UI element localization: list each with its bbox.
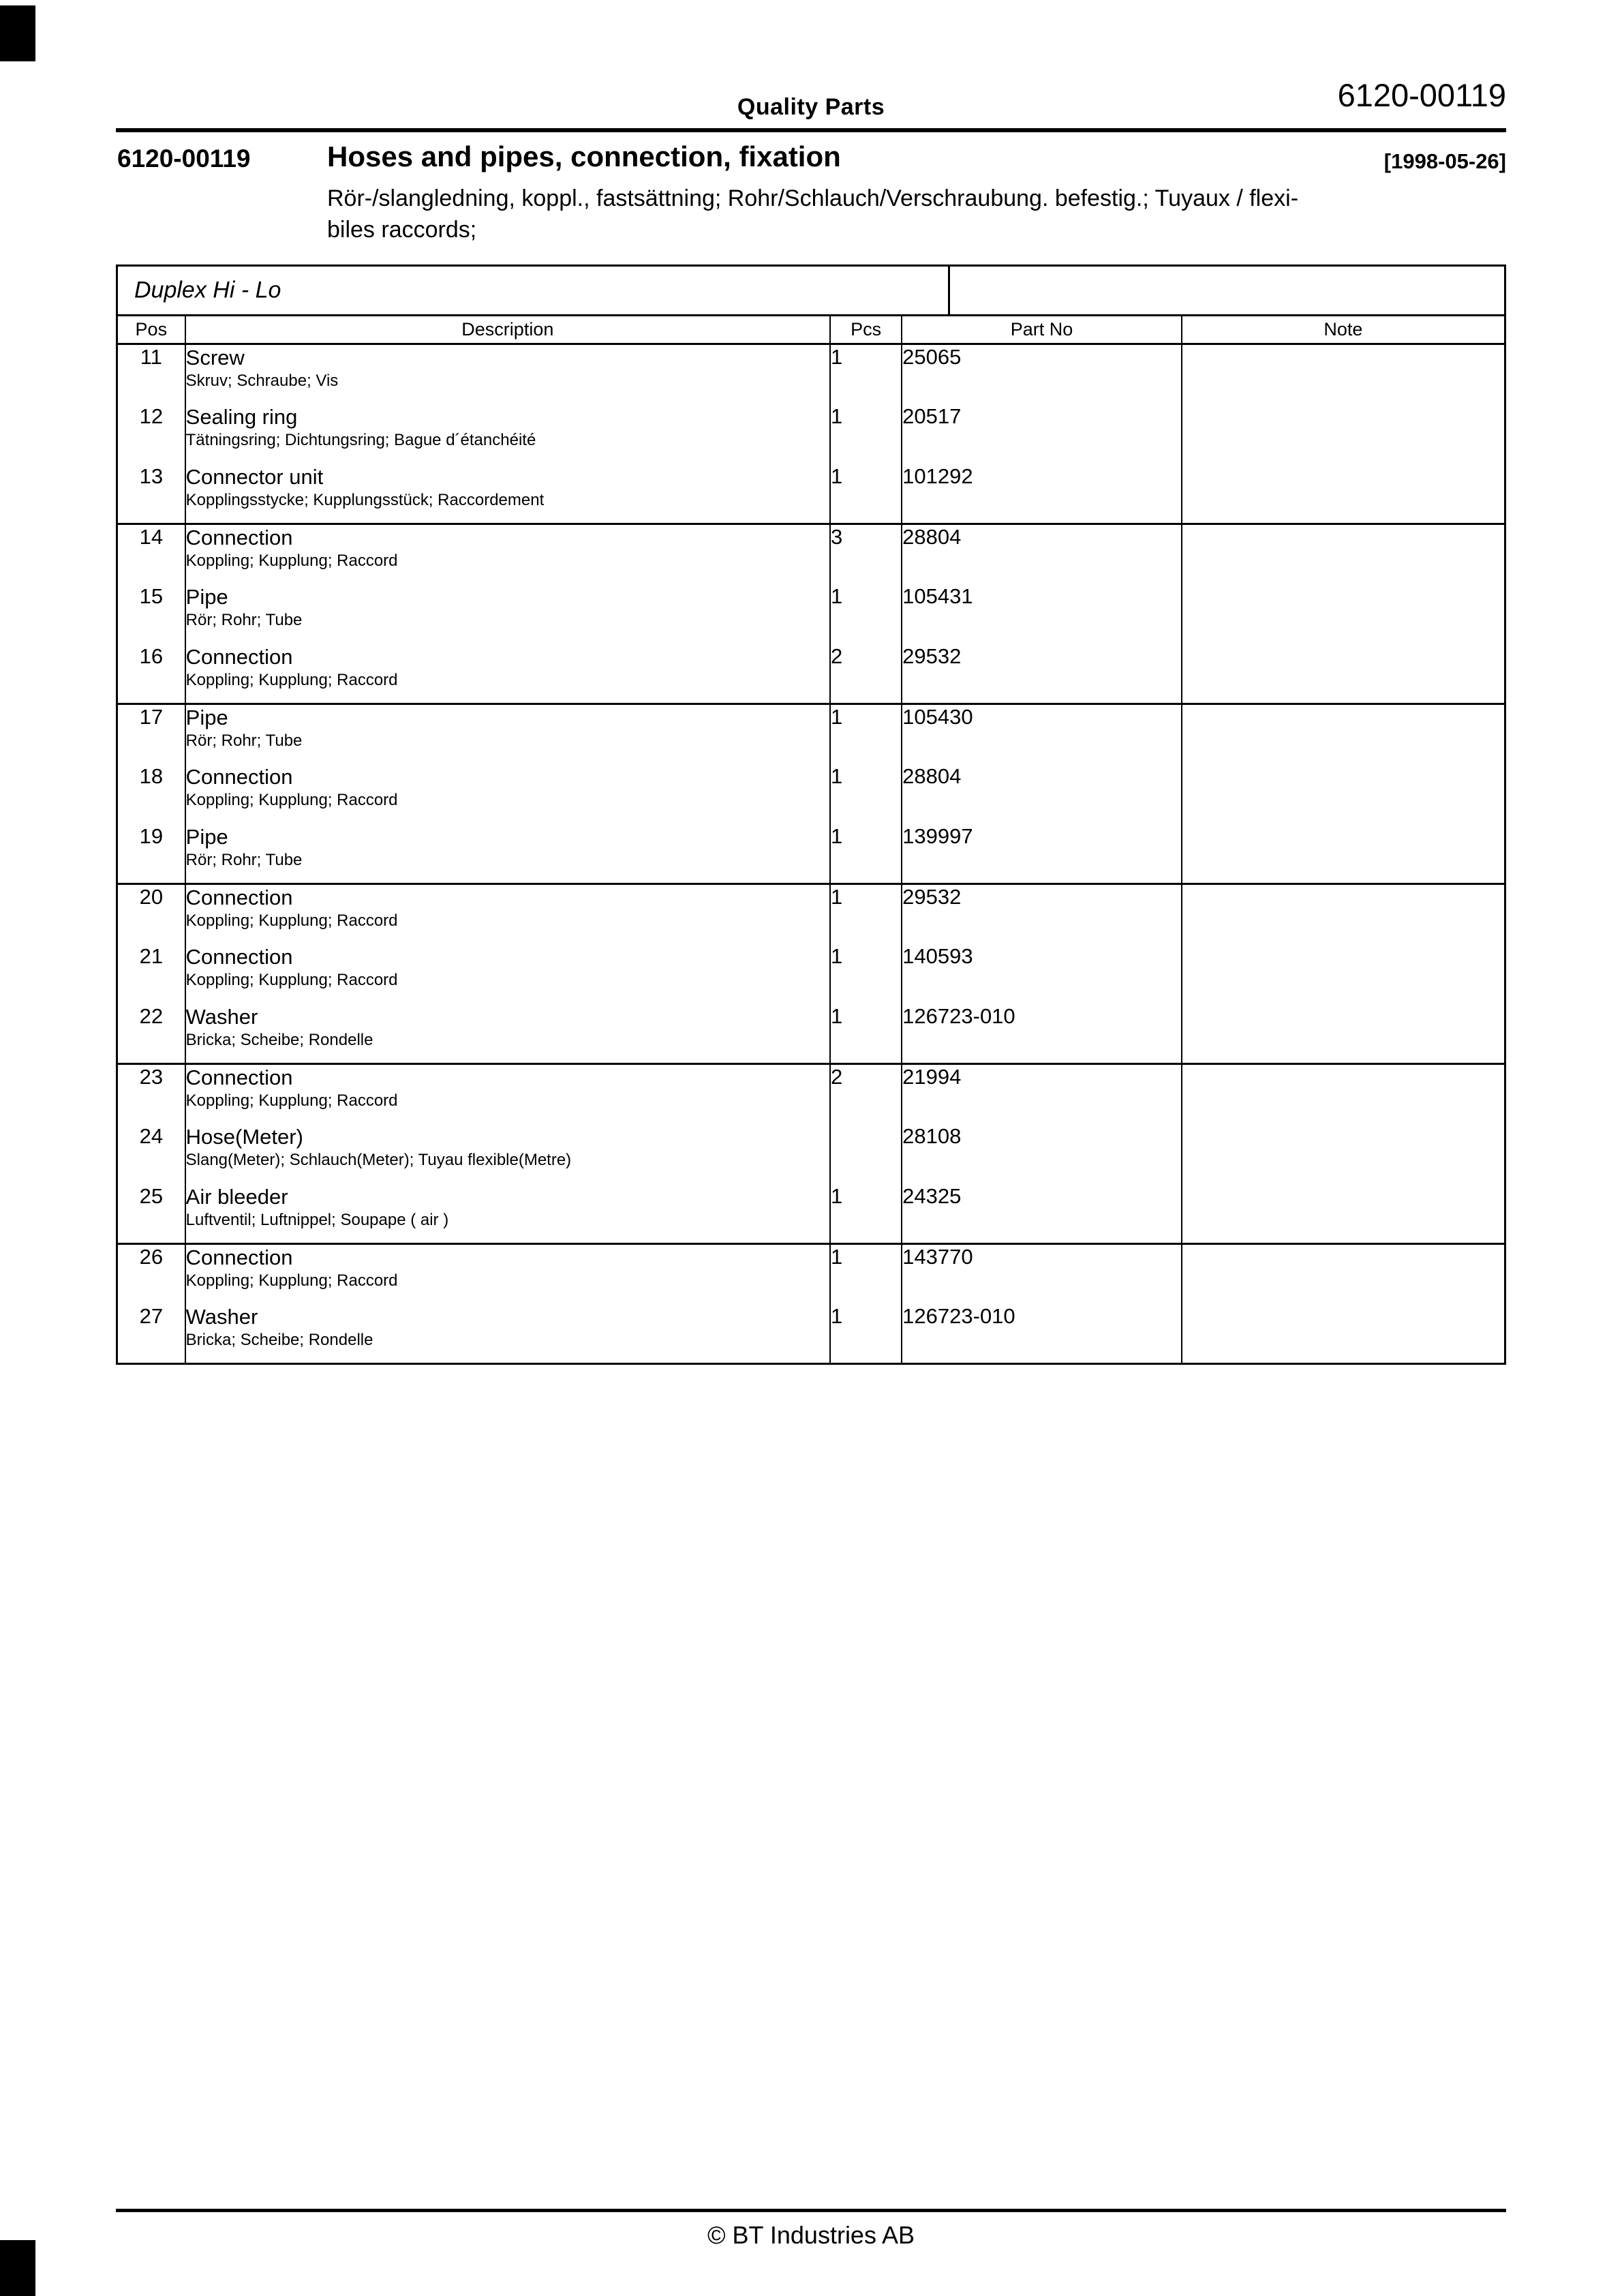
cell-pos: 13 xyxy=(117,464,185,524)
table-row xyxy=(117,524,1505,584)
cell-pcs: 1 xyxy=(830,884,902,944)
cell-description xyxy=(185,344,830,404)
cell-part-no: 143770 xyxy=(902,1244,1182,1304)
cell-pcs xyxy=(830,1124,902,1184)
header-label: Quality Parts xyxy=(737,94,885,120)
table-row xyxy=(117,704,1505,764)
cell-pcs: 1 xyxy=(830,584,902,644)
cell-pos: 11 xyxy=(117,344,185,404)
cell-pos: 21 xyxy=(117,944,185,1004)
revision-date: [1998-05-26] xyxy=(1383,149,1506,173)
description-main: Pipe xyxy=(185,706,228,729)
header-doc-number: 6120-00119 xyxy=(1337,77,1506,113)
table-row xyxy=(117,764,1505,824)
description-translations: Koppling; Kupplung; Raccord xyxy=(185,670,398,689)
description-translations: Koppling; Kupplung; Raccord xyxy=(185,1271,398,1290)
cell-pcs: 1 xyxy=(830,704,902,764)
cell-part-no: 24325 xyxy=(902,1184,1182,1244)
title-doc-number: 6120-00119 xyxy=(117,145,251,172)
cell-pos: 20 xyxy=(117,884,185,944)
cell-note xyxy=(1182,1304,1505,1364)
parts-grid xyxy=(116,314,1506,1365)
cell-description xyxy=(185,1064,830,1124)
subtitle-line-2: biles raccords; xyxy=(327,217,477,243)
description-translations: Koppling; Kupplung; Raccord xyxy=(185,911,398,930)
cell-pos: 24 xyxy=(117,1124,185,1184)
cell-part-no: 126723-010 xyxy=(902,1304,1182,1364)
description-translations: Koppling; Kupplung; Raccord xyxy=(185,790,398,809)
table-row xyxy=(117,344,1505,404)
description-main: Washer xyxy=(185,1004,258,1029)
cell-pos: 12 xyxy=(117,404,185,464)
description-main: Screw xyxy=(185,346,245,369)
cell-description xyxy=(185,944,830,1004)
description-translations: Koppling; Kupplung; Raccord xyxy=(185,970,398,989)
cell-note xyxy=(1182,1124,1505,1184)
subtitle-line-1: Rör-/slangledning, koppl., fastsättning; Rohr/Schlauch/Verschraubung. befestig.; Tuyaux / flexi- xyxy=(327,185,1299,211)
description-main: Connector unit xyxy=(185,464,324,489)
cell-note xyxy=(1182,584,1505,644)
cell-part-no: 21994 xyxy=(902,1064,1182,1124)
description-translations: Koppling; Kupplung; Raccord xyxy=(185,1091,398,1110)
row-group-3 xyxy=(117,704,1505,884)
cell-description xyxy=(185,1004,830,1064)
cell-pcs: 1 xyxy=(830,464,902,524)
cell-note xyxy=(1182,884,1505,944)
cell-pos: 23 xyxy=(117,1064,185,1124)
col-header-note: Note xyxy=(1182,316,1505,344)
description-main: Pipe xyxy=(185,584,228,609)
row-group-1 xyxy=(117,344,1505,524)
cell-pos: 27 xyxy=(117,1304,185,1364)
group-header-divider xyxy=(948,265,950,316)
cell-pcs: 1 xyxy=(830,1244,902,1304)
cell-description xyxy=(185,1124,830,1184)
row-group-2 xyxy=(117,524,1505,704)
cell-description xyxy=(185,644,830,704)
cell-part-no: 29532 xyxy=(902,884,1182,944)
cell-pcs: 3 xyxy=(830,524,902,584)
footer-text: © BT Industries AB xyxy=(707,2221,915,2249)
cell-note xyxy=(1182,344,1505,404)
cell-pcs: 1 xyxy=(830,944,902,1004)
cell-pos: 17 xyxy=(117,704,185,764)
cell-description xyxy=(185,404,830,464)
cell-pos: 26 xyxy=(117,1244,185,1304)
cell-part-no: 28804 xyxy=(902,764,1182,824)
cell-part-no: 28108 xyxy=(902,1124,1182,1184)
description-main: Pipe xyxy=(185,824,228,849)
scan-mark-bottom xyxy=(0,2240,35,2296)
cell-note xyxy=(1182,824,1505,884)
scan-mark-top xyxy=(0,5,35,61)
cell-pos: 16 xyxy=(117,644,185,704)
table-row xyxy=(117,944,1505,1004)
cell-part-no: 105431 xyxy=(902,584,1182,644)
description-main: Connection xyxy=(185,644,293,669)
cell-description xyxy=(185,524,830,584)
table-row xyxy=(117,1124,1505,1184)
cell-note xyxy=(1182,404,1505,464)
cell-pcs: 1 xyxy=(830,764,902,824)
table-row xyxy=(117,1244,1505,1304)
table-row xyxy=(117,824,1505,884)
description-main: Connection xyxy=(185,1245,293,1269)
cell-pos: 14 xyxy=(117,524,185,584)
description-translations: Rör; Rohr; Tube xyxy=(185,731,303,750)
header-divider xyxy=(116,128,1506,132)
table-group-header xyxy=(116,265,1506,316)
cell-part-no: 25065 xyxy=(902,344,1182,404)
description-translations: Koppling; Kupplung; Raccord xyxy=(185,552,398,570)
cell-note xyxy=(1182,1244,1505,1304)
cell-pos: 25 xyxy=(117,1184,185,1244)
cell-part-no: 28804 xyxy=(902,524,1182,584)
cell-part-no: 126723-010 xyxy=(902,1004,1182,1064)
cell-pcs: 1 xyxy=(830,824,902,884)
cell-pcs: 1 xyxy=(830,1004,902,1064)
cell-pos: 18 xyxy=(117,764,185,824)
group-title: Duplex Hi - Lo xyxy=(134,277,281,303)
table-row xyxy=(117,1304,1505,1364)
row-group-5 xyxy=(117,1064,1505,1244)
col-header-part-no: Part No xyxy=(902,316,1182,344)
cell-pos: 22 xyxy=(117,1004,185,1064)
col-header-description: Description xyxy=(185,316,830,344)
description-main: Connection xyxy=(185,944,293,969)
description-main: Hose(Meter) xyxy=(185,1124,303,1149)
table-row xyxy=(117,404,1505,464)
cell-pcs: 1 xyxy=(830,1184,902,1244)
description-translations: Skruv; Schraube; Vis xyxy=(185,372,339,390)
description-translations: Luftventil; Luftnippel; Soupape ( air ) xyxy=(185,1210,449,1229)
description-main: Connection xyxy=(185,1066,293,1089)
table-row xyxy=(117,884,1505,944)
description-translations: Slang(Meter); Schlauch(Meter); Tuyau flexible(Metre) xyxy=(185,1150,572,1169)
cell-note xyxy=(1182,704,1505,764)
cell-note xyxy=(1182,1184,1505,1244)
cell-note xyxy=(1182,944,1505,1004)
parts-table xyxy=(116,265,1506,1365)
description-translations: Rör; Rohr; Tube xyxy=(185,850,303,869)
footer-divider xyxy=(116,2209,1506,2212)
description-translations: Kopplingsstycke; Kupplungsstück; Raccordement xyxy=(185,490,545,509)
table-row xyxy=(117,584,1505,644)
page-title: Hoses and pipes, connection, fixation xyxy=(327,140,841,172)
description-translations: Bricka; Scheibe; Rondelle xyxy=(185,1030,373,1049)
col-header-pcs: Pcs xyxy=(830,316,902,344)
description-translations: Rör; Rohr; Tube xyxy=(185,610,303,629)
cell-description xyxy=(185,464,830,524)
table-row xyxy=(117,464,1505,524)
cell-description xyxy=(185,584,830,644)
cell-note xyxy=(1182,1004,1505,1064)
description-main: Washer xyxy=(185,1304,258,1329)
description-translations: Bricka; Scheibe; Rondelle xyxy=(185,1330,373,1349)
cell-note xyxy=(1182,764,1505,824)
cell-pcs: 2 xyxy=(830,1064,902,1124)
cell-description xyxy=(185,704,830,764)
cell-part-no: 20517 xyxy=(902,404,1182,464)
cell-pos: 19 xyxy=(117,824,185,884)
cell-note xyxy=(1182,1064,1505,1124)
cell-note xyxy=(1182,524,1505,584)
cell-part-no: 139997 xyxy=(902,824,1182,884)
row-group-6 xyxy=(117,1244,1505,1364)
cell-description xyxy=(185,1244,830,1304)
cell-part-no: 140593 xyxy=(902,944,1182,1004)
cell-pcs: 1 xyxy=(830,344,902,404)
cell-pcs: 2 xyxy=(830,644,902,704)
description-translations: Tätningsring; Dichtungsring; Bague d´étanchéité xyxy=(185,430,536,449)
row-group-4 xyxy=(117,884,1505,1064)
cell-pos: 15 xyxy=(117,584,185,644)
description-main: Air bleeder xyxy=(185,1184,288,1209)
col-header-pos: Pos xyxy=(117,316,185,344)
table-row xyxy=(117,1004,1505,1064)
cell-note xyxy=(1182,464,1505,524)
page-subtitle xyxy=(327,183,1513,245)
cell-part-no: 105430 xyxy=(902,704,1182,764)
cell-part-no: 101292 xyxy=(902,464,1182,524)
table-header-row xyxy=(117,316,1505,344)
table-row xyxy=(117,1184,1505,1244)
cell-description xyxy=(185,1184,830,1244)
cell-pcs: 1 xyxy=(830,1304,902,1364)
description-main: Connection xyxy=(185,886,293,909)
description-main: Connection xyxy=(185,526,293,549)
cell-description xyxy=(185,764,830,824)
cell-description xyxy=(185,1304,830,1364)
cell-part-no: 29532 xyxy=(902,644,1182,704)
cell-description xyxy=(185,884,830,944)
cell-note xyxy=(1182,644,1505,704)
table-row xyxy=(117,644,1505,704)
cell-pcs: 1 xyxy=(830,404,902,464)
cell-description xyxy=(185,824,830,884)
table-row xyxy=(117,1064,1505,1124)
description-main: Sealing ring xyxy=(185,404,298,429)
description-main: Connection xyxy=(185,764,293,789)
